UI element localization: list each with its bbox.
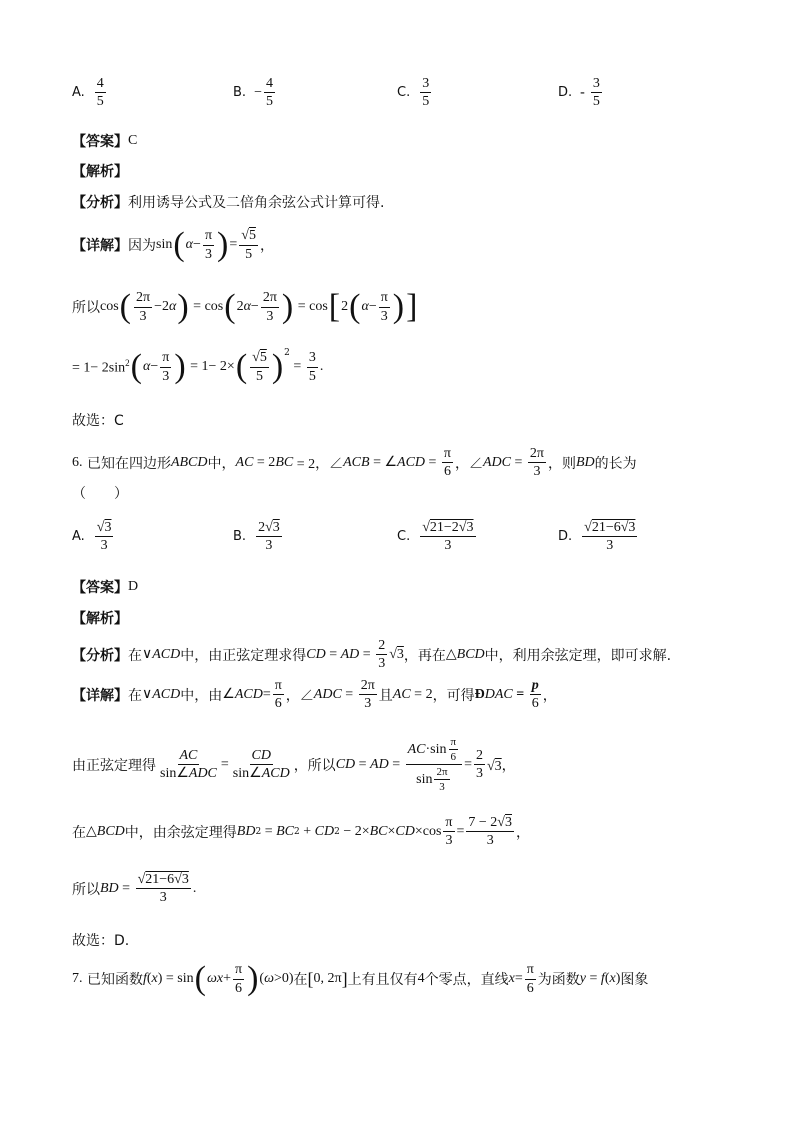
q5-choose: 故选：C (72, 413, 124, 429)
q6-option-c: C. $\frac{√21-2√3}{3}$ (397, 520, 474, 554)
option-label: C. (397, 85, 411, 101)
q6-stem: 6. 已知在四边形 ABCD 中， AC = 2 BC = 2，∠ ACB = ∠ ACD = $\frac{\pi}{6}$ ，∠ ADC = $\frac{2\pi}{3}$ ，则 BD 的长为 (72, 446, 637, 480)
minus-sign: - (580, 84, 585, 100)
q5-option-c (397, 76, 433, 110)
q5-option-d (558, 76, 604, 110)
fraction: $\frac{4}{5}$ (265, 76, 273, 110)
q5-fenxi: 【分析】 利用诱导公式及二倍角余弦公式计算可得. (72, 195, 385, 211)
q5-step2: = $1- 2\sin^2$ ( α − $\frac{\pi}{3}$ ) = 1− 2× ( $\frac{√5}{5}$ ) $^2$ = $\frac{3}{5}$ . (72, 348, 324, 385)
option-label: B. (233, 85, 247, 101)
q6-xiangjie: 【详解】 在 ∨ ACD 中，由 ∠ ACD = $\frac{\pi}{6}$ ，∠ ADC = $\frac{2\pi}{3}$ 且 AC = 2 ，可得 Ð DAC = $\frac{p}{6}$ ， (72, 678, 557, 712)
option-label: D. (558, 85, 573, 101)
option-label: A. (72, 85, 85, 101)
fraction: $\frac{3}{5}$ (422, 76, 430, 110)
q5-option-a (72, 76, 108, 110)
q6-answer: 【答案】 D (72, 579, 139, 596)
q6-option-d: D. $\frac{√21-6√3}{3}$ (558, 520, 636, 554)
q6-paren: （ ） (72, 486, 128, 502)
q5-answer: 【答案】 C (72, 133, 138, 150)
q6-analysis-tag: 【解析】 (72, 611, 128, 627)
q6-option-a: A. $\frac{√3}{3}$ (72, 520, 112, 554)
q5-step1: 所以 cos ( $\frac{2\pi}{3}$ −2 α ) = cos ( 2 α − $\frac{2\pi}{3}$ ) = cos [ 2 ( α − $\frac{\pi}{3}$ ) ] (72, 288, 418, 325)
q6-cosine-law: 在 △ BCD 中，由余弦定理得 BD 2 = BC 2 + CD 2 − 2× BC × CD ×cos $\frac{\pi}{3}$ = $\frac{7 - 2√3}{3}$ ， (72, 815, 530, 849)
fraction: $\frac{3}{5}$ (592, 76, 600, 110)
q5-xiangjie: 【详解】 因为 sin ( α − $\frac{\pi}{3}$ ) = $\frac{√5}{5}$ ， (72, 226, 274, 263)
fraction: $\frac{4}{5}$ (96, 76, 104, 110)
minus-sign: − (254, 84, 262, 100)
q5-option-b (233, 76, 277, 110)
q7-stem: 7. 已知函数 f ( x ) = sin ( ωx + $\frac{\pi}{6}$ ) ( ω >0) 在 [ 0, 2π ] 上有且仅有 4 个零点，直线 x = $\frac{\pi}{6}$ 为函数 y = f ( x ) 图象 (72, 960, 649, 997)
q6-choose: 故选：D. (72, 933, 130, 949)
q6-fenxi: 【分析】 在 ∨ ACD 中，由正弦定理求得 CD = AD = $\frac{2}{3}$ √3 ，再在 △ BCD 中，利用余弦定理，即可求解. (72, 638, 672, 672)
q6-option-b: B. $\frac{2√3}{3}$ (233, 520, 280, 554)
q6-result: 所以 BD = $\frac{√21-6√3}{3}$ . (72, 872, 197, 906)
q6-sine-law: 由正弦定理得 $\frac{AC}{\text{sin∠ADC}}$ = $\frac{CD}{\text{sin∠ACD}}$ ，所以 CD = AD = AC·sin $\frac{\pi}{6}$ sin $\frac{2\pi}{3}$ = $\frac{2}{3}$ √3， (72, 736, 516, 794)
q5-analysis-tag: 【解析】 (72, 164, 128, 180)
